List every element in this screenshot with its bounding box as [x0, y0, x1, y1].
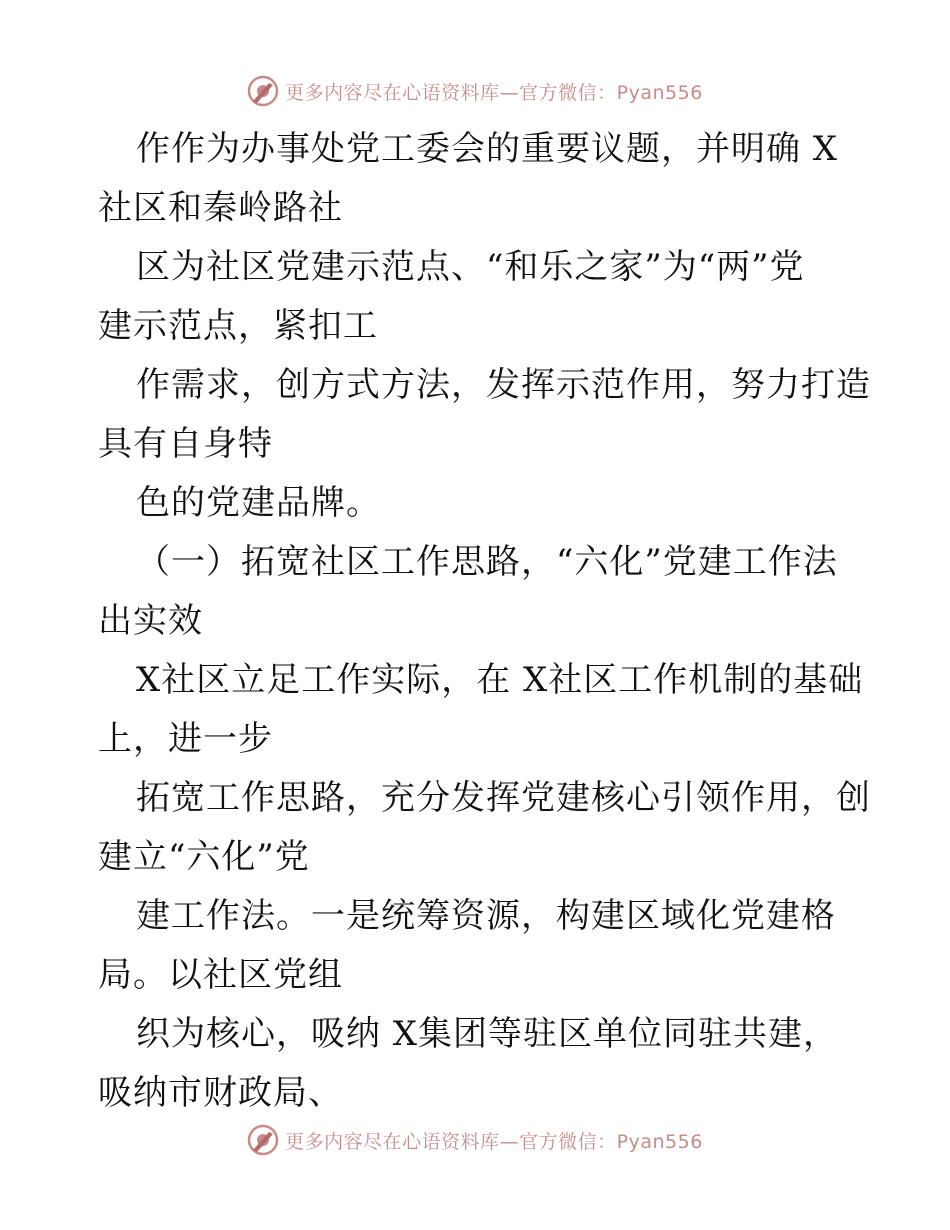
text-line: 局。以社区党组 [98, 955, 343, 995]
text-line: 织为核心，吸纳 X集团等驻区单位同驻共建， [136, 1014, 839, 1054]
watermark-header [0, 73, 950, 109]
text-line: 建示范点，紧扣工 [98, 306, 378, 346]
text-line: 社区和秦岭路社 [98, 188, 343, 228]
watermark-footer [0, 1122, 950, 1158]
text-line: 吸纳市财政局、 [98, 1073, 343, 1113]
document-body [98, 120, 871, 1123]
text-line: 作需求，创方式方法，发挥示范作用，努力打造 [136, 365, 871, 405]
text-line: 具有自身特 [98, 424, 273, 464]
text-line: X社区立足工作实际，在 X社区工作机制的基础 [136, 660, 864, 700]
pen-logo-icon [247, 75, 279, 107]
text-line: 建工作法。一是统筹资源，构建区域化党建格 [136, 896, 836, 936]
text-line: （一）拓宽社区工作思路，“六化”党建工作法 [136, 542, 838, 582]
text-line: 区为社区党建示范点、“和乐之家”为“两”党 [136, 247, 805, 287]
text-line: 色的党建品牌。 [136, 483, 381, 523]
text-line: 拓宽工作思路，充分发挥党建核心引领作用，创 [136, 778, 871, 818]
pen-logo-icon [247, 1124, 279, 1156]
text-line: 出实效 [98, 601, 203, 641]
text-line: 作作为办事处党工委会的重要议题，并明确 X [136, 129, 839, 169]
text-line: 建立“六化”党 [98, 837, 310, 877]
text-line: 上，进一步 [98, 719, 273, 759]
watermark-text: 更多内容尽在心语资料库—官方微信：Pyan556 [285, 81, 703, 104]
watermark-text: 更多内容尽在心语资料库—官方微信：Pyan556 [285, 1130, 703, 1153]
